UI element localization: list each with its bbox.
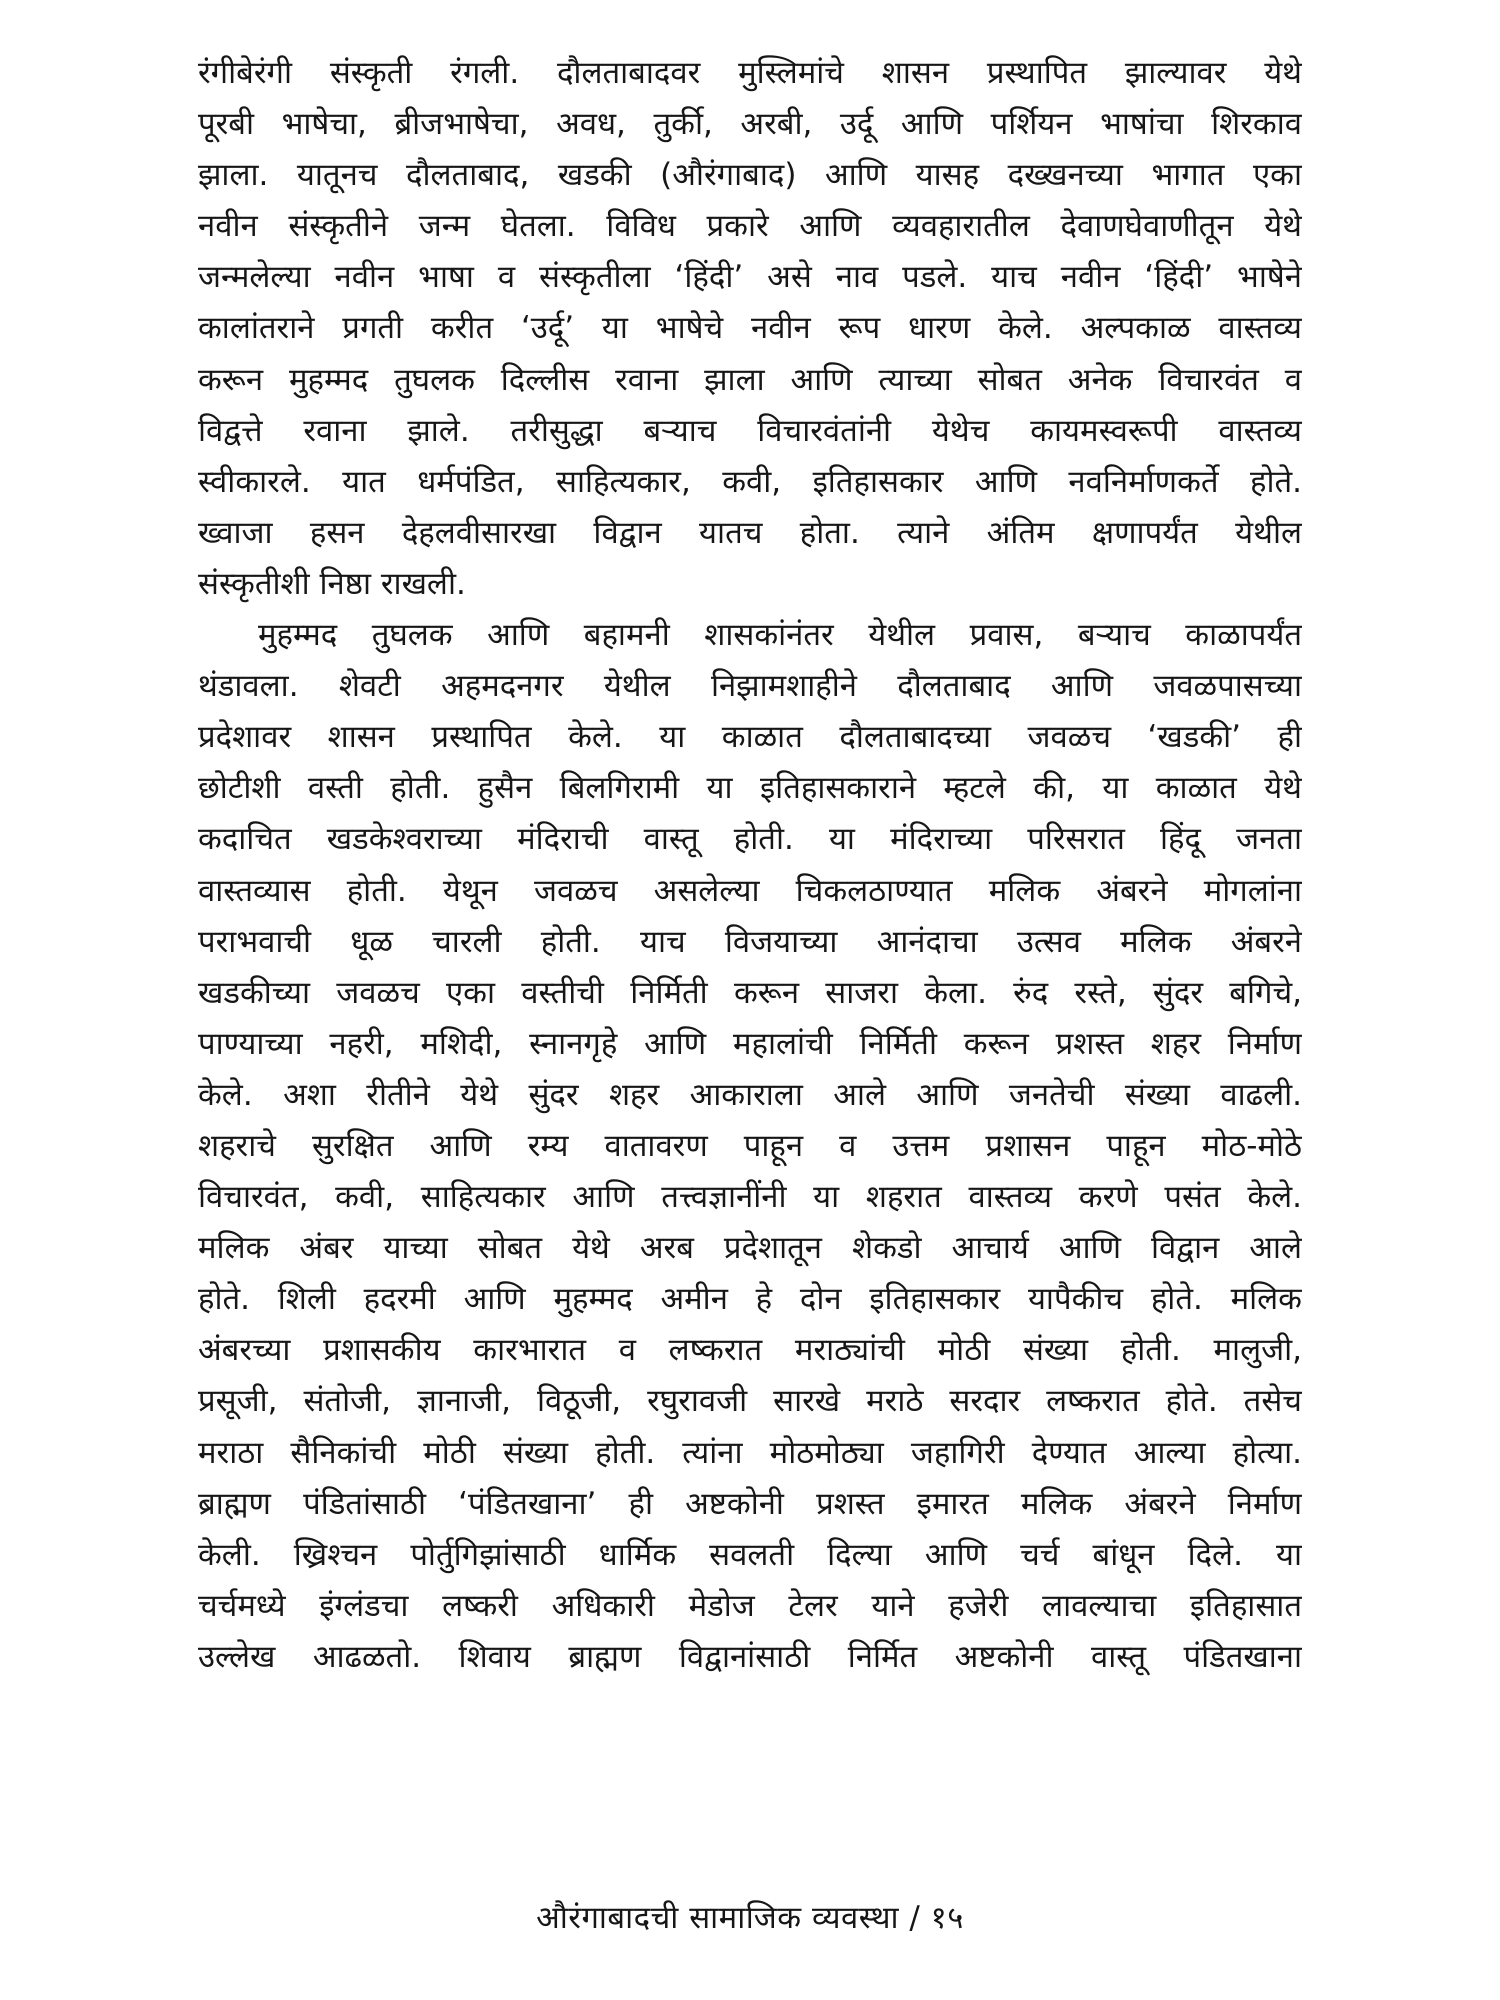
text-line: केले. अशा रीतीने येथे सुंदर शहर आकाराला आले आणि जनतेची संख्या वाढली. xyxy=(198,1076,1302,1113)
text-line-paragraph-end: संस्कृतीशी निष्ठा राखली. xyxy=(198,565,466,602)
text-line: स्वीकारले. यात धर्मपंडित, साहित्यकार, कवी, इतिहासकार आणि नवनिर्माणकर्ते होते. xyxy=(198,463,1302,500)
text-line: थंडावला. शेवटी अहमदनगर येथील निझामशाहीने दौलताबाद आणि जवळपासच्या xyxy=(198,668,1302,705)
text-line: झाला. यातूनच दौलताबाद, खडकी (औरंगाबाद) आणि यासह दख्खनच्या भागात एका xyxy=(198,157,1302,194)
text-line: ख्वाजा हसन देहलवीसारखा विद्वान यातच होता. त्याने अंतिम क्षणापर्यंत येथील xyxy=(198,514,1302,551)
text-line: रंगीबेरंगी संस्कृती रंगली. दौलताबादवर मुस्लिमांचे शासन प्रस्थापित झाल्यावर येथे xyxy=(198,55,1302,91)
text-line: उल्लेख आढळतो. शिवाय ब्राह्मण विद्वानांसाठी निर्मित अष्टकोनी वास्तू पंडितखाना xyxy=(198,1638,1302,1675)
text-line: प्रदेशावर शासन प्रस्थापित केले. या काळात दौलताबादच्या जवळच ‘खडकी’ ही xyxy=(198,719,1302,756)
page-footer: औरंगाबादची सामाजिक व्यवस्था / १५ xyxy=(536,1900,964,1936)
text-line: होते. शिली हदरमी आणि मुहम्मद अमीन हे दोन इतिहासकार यापैकीच होते. मलिक xyxy=(198,1281,1302,1318)
text-line: केली. ख्रिश्चन पोर्तुगिझांसाठी धार्मिक सवलती दिल्या आणि चर्च बांधून दिले. या xyxy=(198,1536,1302,1573)
text-line: पूरबी भाषेचा, ब्रीजभाषेचा, अवध, तुर्की, अरबी, उर्दू आणि पर्शियन भाषांचा शिरकाव xyxy=(198,106,1302,143)
text-line: पराभवाची धूळ चारली होती. याच विजयाच्या आनंदाचा उत्सव मलिक अंबरने xyxy=(198,923,1302,960)
paragraph-1 xyxy=(198,48,1302,610)
text-line: विचारवंत, कवी, साहित्यकार आणि तत्त्वज्ञानींनी या शहरात वास्तव्य करणे पसंत केले. xyxy=(198,1179,1302,1216)
text-line: मराठा सैनिकांची मोठी संख्या होती. त्यांना मोठमोठ्या जहागिरी देण्यात आल्या होत्या. xyxy=(198,1434,1302,1471)
text-line: नवीन संस्कृतीने जन्म घेतला. विविध प्रकारे आणि व्यवहारातील देवाणघेवाणीतून येथे xyxy=(198,208,1302,245)
text-line: करून मुहम्मद तुघलक दिल्लीस रवाना झाला आणि त्याच्या सोबत अनेक विचारवंत व xyxy=(198,361,1302,398)
text-line: कदाचित खडकेश्वराच्या मंदिराची वास्तू होती. या मंदिराच्या परिसरात हिंदू जनता xyxy=(198,821,1302,858)
body-text xyxy=(198,48,1302,1683)
text-line: वास्तव्यास होती. येथून जवळच असलेल्या चिकलठाण्यात मलिक अंबरने मोगलांना xyxy=(198,872,1302,909)
text-line: चर्चमध्ये इंग्लंडचा लष्करी अधिकारी मेडोज टेलर याने हजेरी लावल्याचा इतिहासात xyxy=(198,1587,1302,1624)
text-line: पाण्याच्या नहरी, मशिदी, स्नानगृहे आणि महालांची निर्मिती करून प्रशस्त शहर निर्माण xyxy=(198,1025,1302,1062)
text-line: कालांतराने प्रगती करीत ‘उर्दू’ या भाषेचे नवीन रूप धारण केले. अल्पकाळ वास्तव्य xyxy=(198,310,1302,347)
paragraph-2 xyxy=(198,610,1302,1683)
text-line: अंबरच्या प्रशासकीय कारभारात व लष्करात मराठ्यांची मोठी संख्या होती. मालुजी, xyxy=(198,1332,1302,1369)
text-line: छोटीशी वस्ती होती. हुसैन बिलगिरामी या इतिहासकाराने म्हटले की, या काळात येथे xyxy=(198,770,1302,807)
text-line: मलिक अंबर याच्या सोबत येथे अरब प्रदेशातून शेकडो आचार्य आणि विद्वान आले xyxy=(198,1230,1302,1267)
text-line: शहराचे सुरक्षित आणि रम्य वातावरण पाहून व उत्तम प्रशासन पाहून मोठ-मोठे xyxy=(198,1127,1302,1164)
text-line: प्रसूजी, संतोजी, ज्ञानाजी, विठूजी, रघुरावजी सारखे मराठे सरदार लष्करात होते. तसेच xyxy=(198,1383,1302,1420)
text-line: विद्वत्ते रवाना झाले. तरीसुद्धा बऱ्याच विचारवंतांनी येथेच कायमस्वरूपी वास्तव्य xyxy=(198,412,1302,449)
text-line-indented: मुहम्मद तुघलक आणि बहामनी शासकांनंतर येथील प्रवास, बऱ्याच काळापर्यंत xyxy=(258,617,1302,654)
text-line: खडकीच्या जवळच एका वस्तीची निर्मिती करून साजरा केला. रुंद रस्ते, सुंदर बगिचे, xyxy=(198,974,1302,1011)
text-line: जन्मलेल्या नवीन भाषा व संस्कृतीला ‘हिंदी’ असे नाव पडले. याच नवीन ‘हिंदी’ भाषेने xyxy=(198,259,1302,296)
text-line: ब्राह्मण पंडितांसाठी ‘पंडितखाना’ ही अष्टकोनी प्रशस्त इमारत मलिक अंबरने निर्माण xyxy=(198,1485,1302,1522)
